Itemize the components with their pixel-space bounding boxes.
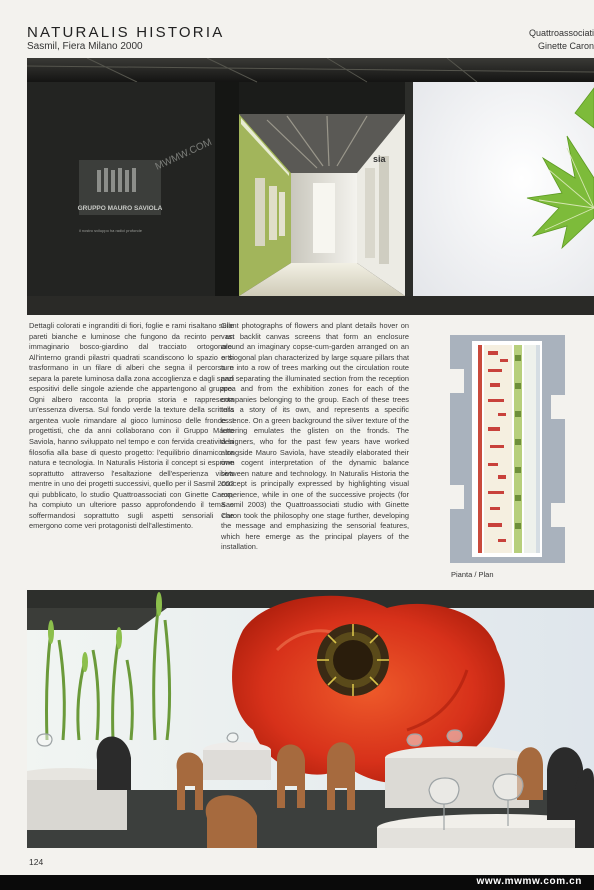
- watermark-top: MWMW.COM: [153, 136, 214, 173]
- plan-caption: Pianta / Plan: [451, 570, 494, 579]
- restaurant-poppy-photo: [27, 590, 594, 848]
- footer-site-text: www.mwmw.com.cn: [476, 876, 582, 887]
- designer-credit: [529, 27, 594, 53]
- floor-plan-drawing: [450, 335, 565, 563]
- designer-line-1: Quattroassociati: [528, 28, 594, 38]
- stand-entrance-photo: [27, 58, 594, 315]
- stand-sign-text: sia: [373, 154, 386, 164]
- logo-tagline: il nostro sviluppo ha radici profonde: [79, 228, 142, 233]
- page-subtitle: Sasmil, Fiera Milano 2000: [27, 41, 143, 52]
- body-text-english: Giant photographs of flowers and plant details hover on vast backlit canvas screens that form an enclosure around an imaginary copse-cum-garden arranged on an orthogonal plan characterized by large square pillars that turn into a row of trees marking out the circulation route and separating the illuminated section from the reception area and from the exhibition zones for each of the companies belonging to the group. Each of these trees tells a story of its own, and represents a specific essence. On a green background the silver texture of the lettering emulates the glisten on the fronds. The designers, who for the past few years have worked alongside Mauro Saviola, have steadily elaborated their own cogent interpretation of the dynamic balance between nature and technology. In Naturalis Historia the concept is principally expressed by highlighting visual experience, while in one of the successive projects (for Sasmil 2003) the Quattroassociati studio with Ginette Caron took the philosophy one stage further, developing the message and emphasizing the sensorial features, which here emerge as the principal players of the installation.: [221, 321, 409, 552]
- designer-line-2: Ginette Caron: [537, 41, 594, 51]
- logo-text: GRUPPO MAURO SAVIOLA: [77, 205, 163, 212]
- page-title: NATURALIS HISTORIA: [27, 24, 225, 41]
- body-text-italian: Dettagli colorati e ingranditi di fiori, foglie e rami risaltano sulle pareti bianche e luminose che fungono da recinto per un immaginario bosco-giardino dal tracciato ortogonale. All'interno grandi pilastri quadrati scandiscono lo spazio e si trasformano in un filare di alberi che segna il percorso e separa la parete luminosa dalla zona accoglienza e dagli spazi espositivi delle singole aziende che appartengono al gruppo. Ogni albero racconta la propria storia e rappresenta un'essenza diversa. Sul fondo verde la texture della scrittura argentea vuole rimandare al gioco luminoso delle fronde. I progettisti, che da anni collaborano con il Gruppo Mauro Saviola, hanno sviluppato nel tempo e con fervida creatività la filosofia alla base di questo progetto: l'equilibrio dinamico tra natura e tecnologia. In Naturalis Historia il concept si esprime soprattutto attraverso l'esaltazione dell'esperienza visiva mentre in uno dei progetti successivi, quello per il Sasmil 2002 qui pubblicato, lo studio Quattroassociati con Ginette Caron, ha compiuto un ulteriore passo approfondendo il tema e soffermandosi soprattutto sugli aspetti sensoriali che emergono come veri protagonisti dell'allestimento.: [29, 321, 235, 531]
- page-number: 124: [29, 857, 44, 867]
